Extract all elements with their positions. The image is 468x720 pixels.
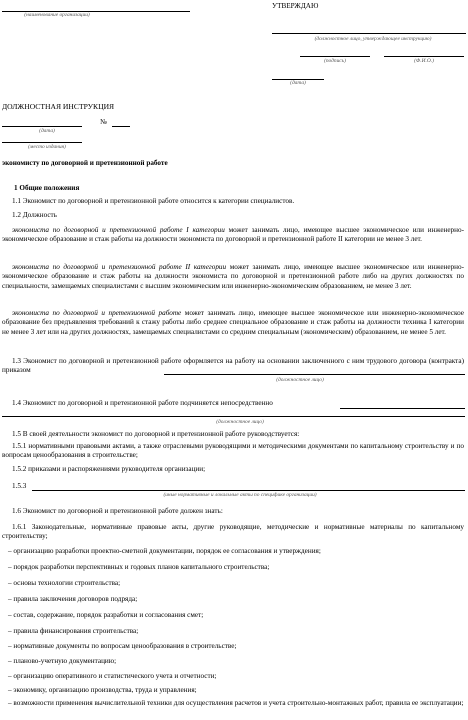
p1-5-2: 1.5.2 приказами и распоряжениями руководителя организации; — [12, 465, 206, 473]
p1-4-fill-line-2[interactable] — [2, 416, 465, 417]
org-name-hint: (наименование организации) — [24, 12, 90, 18]
doc-title: ДОЛЖНОСТНАЯ ИНСТРУКЦИЯ — [2, 102, 115, 111]
cat1-lead: экономиста по договорной и претензионной работе I категории — [12, 226, 225, 234]
p1-4-fill-line-1[interactable] — [340, 408, 465, 409]
p1-6: 1.6 Экономист по договорной и претензионной работе должен знать: — [12, 507, 223, 515]
cat1-text: может занимать лицо, имеющее высшее экономическое или инженерно-экономическое образование и стаж работы на должности экономиста по договорной и претензионной работе II категории не менее 3 лет. — [2, 226, 464, 244]
list-item: – правила финансирования строительства; — [8, 627, 139, 635]
list-item: – планово-учетную документацию; — [8, 657, 117, 665]
doc-number-line[interactable] — [112, 126, 130, 127]
list-item: – основы технологии строительства; — [8, 579, 121, 587]
list-item: – порядок разработки перспективных и годовых планов капитального строительства; — [8, 563, 270, 571]
list-item: – нормативные документы по вопросам ценообразования в строительстве; — [8, 642, 237, 650]
p1-1: 1.1 Экономист по договорной и претензионной работе относится к категории специалистов. — [12, 197, 295, 205]
cat2-text: может занимать лицо, имеющее высшее экономическое или инженерно-экономическое образование и стаж работы на должности экономиста по договорной и претензионной работе либо на других должностях по специальности, замещаемых специалистами с высшим экономическим или инженерно-экономическим образованием, не менее 3 лет. — [2, 263, 464, 290]
doc-date-hint: (дата) — [39, 128, 55, 134]
p1-5-3-hint: (иные нормативные и локальные акты по специфике организации) — [163, 492, 317, 498]
doc-number-sign: № — [100, 118, 107, 126]
p1-2-cat1 — [2, 226, 464, 245]
p1-3-hint: (должностное лицо) — [276, 377, 324, 383]
cat3-lead: экономиста по договорной и претензионной работе — [12, 309, 182, 317]
section1-heading: 1 Общие положения — [14, 184, 80, 192]
p1-5-3: 1.5.3 — [12, 482, 27, 490]
p1-5-1: 1.5.1 нормативными правовыми актами, а также отраслевыми руководящими и методическими документами по капитальному строительству и по вопросам ценообразования в строительстве; — [2, 442, 464, 460]
doc-position: экономисту по договорной и претензионной работе — [2, 159, 168, 167]
list-item: – состав, содержание, порядок разработки и согласования смет; — [8, 611, 204, 619]
list-item: – организацию оперативного и статистического учета и отчетности; — [8, 672, 217, 680]
p1-6-1: 1.6.1 Законодательные, нормативные правовые акты, другие руководящие, методические и нормативные материалы по капитальному строительству; — [2, 523, 464, 541]
p1-4-hint: (должностное лицо) — [216, 419, 264, 425]
approver-line[interactable] — [272, 33, 466, 34]
cat3-text: может занимать лицо, имеющее высшее экономическое или инженерно-экономическое образование без предъявления требований к стажу работы либо среднее специальное образование и стаж работы на должности техника I категории не менее 3 лет или на других должностях, замещаемых специалистами со средним специальным (экономическим) образованием, не менее 5 лет. — [2, 309, 464, 336]
doc-place-line[interactable] — [2, 142, 82, 143]
signature-line[interactable] — [300, 56, 370, 57]
approve-heading: УТВЕРЖДАЮ — [272, 2, 319, 10]
fio-hint: (Ф.И.О.) — [414, 58, 434, 64]
p1-4: 1.4 Экономист по договорной и претензионной работе подчиняется непосредственно — [12, 399, 273, 407]
p1-2-cat3 — [2, 309, 464, 337]
p1-3-fill-line[interactable] — [164, 374, 465, 375]
approval-date-hint: (дата) — [290, 80, 306, 86]
p1-2-cat2 — [2, 263, 464, 291]
list-item: – правила заключения договоров подряда; — [8, 595, 138, 603]
signature-hint: (подпись) — [324, 58, 346, 64]
p1-2: 1.2 Должность — [12, 211, 57, 219]
cat2-lead: экономиста по договорной и претензионной работе II категории — [12, 263, 227, 271]
p1-3: 1.3 Экономист по договорной и претензионной работе оформляется на работу на основании заключенного с ним трудового договора (контракта) приказом — [2, 357, 464, 375]
p1-5-3-fill-line[interactable] — [32, 490, 465, 491]
fio-line[interactable] — [384, 56, 464, 57]
p1-5: 1.5 В своей деятельности экономист по договорной и претензионной работе руководствуется: — [12, 430, 300, 438]
doc-place-hint: (место издания) — [28, 144, 66, 150]
doc-date-line[interactable] — [2, 126, 82, 127]
list-item: – организацию разработки проектно-сметной документации, порядок ее согласования и утверждения; — [8, 547, 321, 555]
approver-hint: (должностное лицо, утверждающее инструкцию) — [314, 36, 432, 42]
list-item: – экономику, организацию производства, труда и управления; — [8, 686, 197, 694]
list-item: – возможности применения вычислительной техники для осуществления расчетов и учета строительно-монтажных работ, правила ее эксплуатации; — [8, 699, 464, 707]
